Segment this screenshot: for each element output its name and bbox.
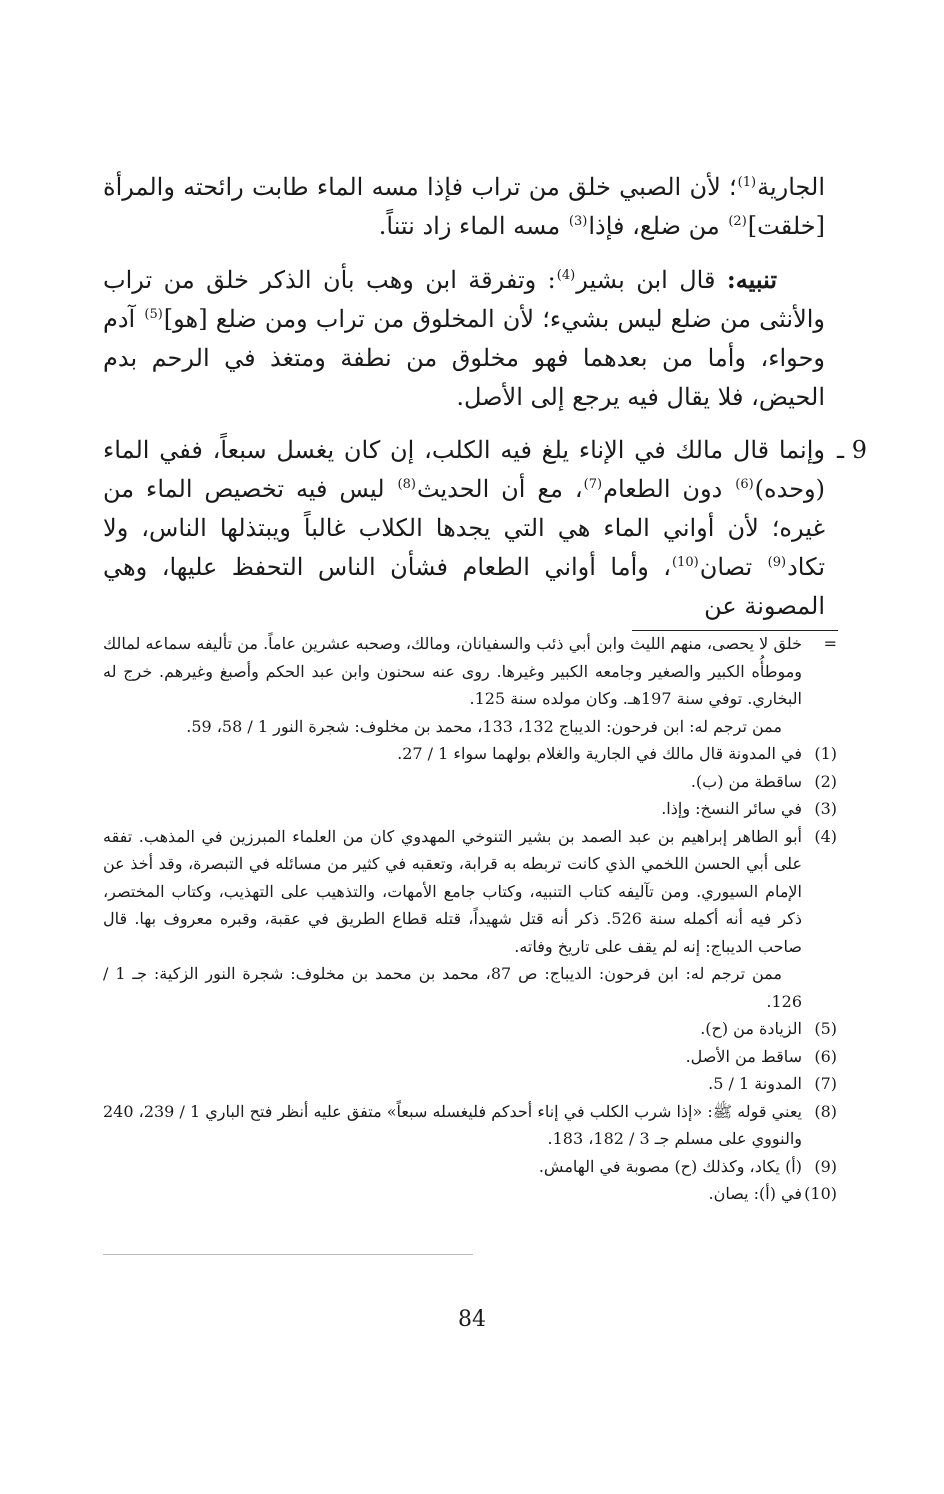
- footnote-2: [103, 768, 837, 796]
- bottom-rule: [103, 1254, 473, 1255]
- text-run: آدم وحواء، وأما من بعدهما فهو مخلوق من نطفة ومتغذ في الرحم بدم الحيض، فلا يقال فيه يرجع إلى الأصل.: [103, 305, 825, 411]
- footnote-ref-3[interactable]: (3): [568, 214, 588, 229]
- page-number: 84: [458, 1307, 486, 1332]
- footnote-text: في (أ): يصان.: [708, 1184, 802, 1203]
- footnote-1: [103, 740, 837, 768]
- footnote-6: [103, 1043, 837, 1071]
- footnote-text: الزيادة من (ح).: [700, 1019, 802, 1038]
- footnote-text: أبو الطاهر إبراهيم بن عبد الصمد بن بشير التنوخي المهدوي كان من العلماء المبرزين في المذهب. تفقه على أبي الحسن اللخمي الذي كانت تربطه به قرابة، وتعقبه في كثير من مسائله في التبصرة، وقد أخذ عن الإمام السيوري. ومن تآليفه كتاب التنبيه، وكتاب جامع الأمهات، والتذهيب على التهذيب، وكتاب المختصر، ذكر فيه أنه أكمله سنة 526. ذكر أنه قتل شهيداً، قتله قطاع الطريق في عقبة، وقبره معروف بها. قال صاحب الديباج: إنه لم يقف على تاريخ وفاته.: [103, 826, 803, 956]
- footnote-ref-5[interactable]: (5): [144, 307, 163, 322]
- footnote-number: (9): [814, 1156, 837, 1176]
- footnote-8: [103, 1098, 837, 1153]
- footnote-text: ساقطة من (ب).: [690, 771, 802, 791]
- footnote-number: (1): [814, 744, 837, 763]
- footnote-number: (6): [814, 1046, 837, 1066]
- footnote-text: في المدونة قال مالك في الجارية والغلام بولهما سواء 1 / 27.: [397, 744, 802, 763]
- footnote-3: [103, 795, 837, 823]
- text-run: ، مع أن الحديث: [416, 475, 583, 503]
- footnote-text: (أ) يكاد، وكذلك (ح) مصوبة في الهامش.: [538, 1156, 802, 1176]
- tanbih-label: تنبيه:: [726, 265, 777, 294]
- footnote-4: [103, 823, 837, 961]
- main-text: [103, 168, 867, 626]
- footnote-text: خلق لا يحصى، منهم الليث وابن أبي ذئب والسفيانان، ومالك، وصحبه عشرين عاماً. من تأليفه سماعه لمالك وموطأُه الكبير والصغير وجامعه الكبير وغيرها. روى عنه سحنون وابن عبد الحكم وأصبغ وغيرهم. خرج له البخاري. توفي سنة 197هـ. وكان مولده سنة 125.: [103, 634, 802, 708]
- footnote-text: المدونة 1 / 5.: [708, 1074, 802, 1093]
- footnote-ref-9[interactable]: (9): [767, 555, 787, 570]
- text-run: : وتفرقة ابن وهب بأن الذكر خلق من تراب والأنثى من ضلع ليس بشيء؛ لأن المخلوق من تراب ومن ضلع [هو]: [103, 266, 826, 333]
- footnote-ref-8[interactable]: (8): [397, 477, 416, 492]
- footnote-ref-10[interactable]: (10): [672, 555, 699, 570]
- footnote-9: [103, 1153, 837, 1181]
- footnote-ref-7[interactable]: (7): [583, 477, 603, 492]
- footnote-number: (3): [814, 799, 837, 818]
- text-run: تصان: [699, 553, 767, 581]
- footnote-number: (4): [814, 826, 837, 846]
- footnote-text: ساقط من الأصل.: [685, 1046, 802, 1066]
- text-run: دون الطعام: [603, 475, 735, 503]
- text-run: قال ابن بشير: [576, 266, 727, 294]
- text-run: ، وأما أواني الطعام فشأن الناس التحفظ عليها، وهي المصونة عن: [103, 553, 825, 620]
- footnotes: [103, 630, 837, 1208]
- footnote-text: يعني قوله ﷺ: «إذا شرب الكلب في إناء أحدكم فليغسله سبعاً» متفق عليه أنظر فتح الباري 1 / 239، 240 والنووي على مسلم جـ 3 / 182، 183.: [103, 1101, 802, 1148]
- footnote-number: (5): [814, 1019, 837, 1038]
- text-run: ليس فيه تخصيص الماء من غيره؛ لأن أواني الماء هي التي يجدها الكلاب غالباً ويبتذلها الناس، ولا تكاد: [103, 475, 825, 581]
- footnote-number: (7): [814, 1074, 837, 1093]
- footnote-10: [103, 1180, 837, 1208]
- footnote-4-bio: ممن ترجم له: ابن فرحون: الديباج: ص 87، محمد بن محمد بن مخلوف: شجرة النور الزكية: جـ 1 / 126.: [103, 964, 802, 1011]
- footnote-continuation-bio: ممن ترجم له: ابن فرحون: الديباج 132، 133، محمد بن مخلوف: شجرة النور 1 / 58، 59.: [186, 716, 782, 736]
- footnote-ref-2[interactable]: (2): [728, 214, 747, 229]
- footnote-number: (2): [814, 771, 837, 791]
- footnote-ref-4[interactable]: (4): [556, 268, 576, 283]
- footnote-number: (10): [804, 1184, 837, 1203]
- text-run: الجارية: [757, 173, 825, 201]
- text-run: من ضلع، فإذا: [588, 212, 728, 240]
- footnote-ref-6[interactable]: (6): [735, 477, 754, 492]
- footnote-7: [103, 1070, 837, 1098]
- footnote-ref-1[interactable]: (1): [737, 175, 757, 190]
- footnote-text: في سائر النسخ: وإذا.: [661, 799, 802, 818]
- continuation-marker: =: [823, 634, 837, 653]
- footnote-number: (8): [814, 1101, 837, 1121]
- text-run: مسه الماء زاد نتناً.: [378, 212, 568, 240]
- paragraph-tanbih: [103, 260, 825, 417]
- paragraph-number: 9 ـ: [837, 436, 867, 464]
- footnote-continuation: [103, 630, 837, 713]
- text-run: ؛ لأن الصبي خلق من تراب فإذا مسه الماء طابت رائحته والمرأة [خلقت]: [103, 173, 825, 240]
- paragraph-9: [103, 431, 867, 626]
- footnote-5: [103, 1015, 837, 1043]
- text-run: وإنما قال مالك في الإناء يلغ فيه الكلب، إن كان يغسل سبعاً، ففي الماء (وحده): [103, 436, 825, 503]
- paragraph-1: [103, 168, 825, 246]
